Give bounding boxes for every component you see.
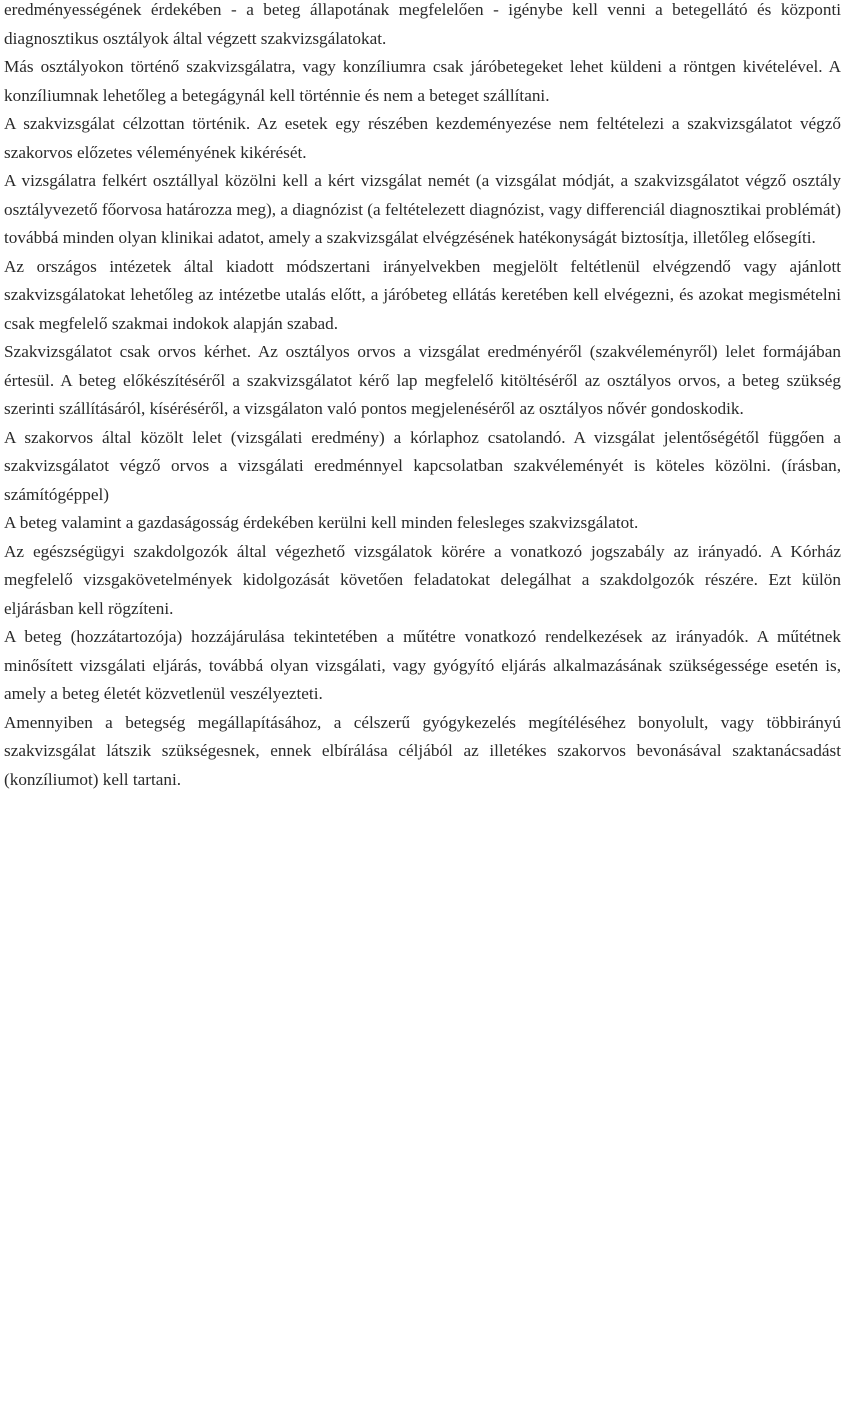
document-page	[4, 0, 841, 794]
paragraph-7: A szakorvos által közölt lelet (vizsgálati eredmény) a kórlaphoz csatolandó. A vizsgálat jelentőségétől függően a szakvizsgálatot végző orvos a vizsgálati eredménnyel kapcsolatban szakvéleményét is köteles közölni. (írásban, számítógéppel)	[4, 427, 841, 504]
paragraph-8: A beteg valamint a gazdaságosság érdekében kerülni kell minden felesleges szakvizsgálatot.	[4, 513, 639, 532]
paragraph-10: A beteg (hozzátartozója) hozzájárulása tekintetében a műtétre vonatkozó rendelkezések az irányadók. A műtétnek minősített vizsgálati eljárás, továbbá olyan vizsgálati, vagy gyógyító eljárás alkalmazásának szükségessége esetén is, amely a beteg életét közvetlenül veszélyezteti.	[4, 627, 841, 703]
paragraph-2: Más osztályokon történő szakvizsgálatra, vagy konzíliumra csak járóbetegeket lehet küldeni a röntgen kivételével. A konzíliumnak lehetőleg a betegágynál kell történnie és nem a beteget szállítani.	[4, 57, 841, 105]
paragraph-1: eredményességének érdekében - a beteg állapotának megfelelően - igénybe kell venni a betegellátó és központi diagnosztikus osztályok által végzett szakvizsgálatokat.	[4, 0, 841, 48]
paragraph-3: A szakvizsgálat célzottan történik. Az esetek egy részében kezdeményezése nem feltételezi a szakvizsgálatot végző szakorvos előzetes véleményének kikérését.	[4, 114, 841, 162]
paragraph-4: A vizsgálatra felkért osztállyal közölni kell a kért vizsgálat nemét (a vizsgálat módját, a szakvizsgálatot végző osztály osztályvezető főorvosa határozza meg), a diagnózist (a feltételezett diagnózist, vagy differenciál diagnosztikai problémát) továbbá minden olyan klinikai adatot, amely a szakvizsgálat elvégzésének hatékonyságát biztosítja, illetőleg elősegíti.	[4, 171, 841, 247]
paragraph-9: Az egészségügyi szakdolgozók által végezhető vizsgálatok körére a vonatkozó jogszabály az irányadó. A Kórház megfelelő vizsgakövetelmények kidolgozását követően feladatokat delegálhat a szakdolgozók részére. Ezt külön eljárásban kell rögzíteni.	[4, 541, 841, 618]
paragraph-11: Amennyiben a betegség megállapításához, a célszerű gyógykezelés megítéléséhez bonyolult, vagy többirányú szakvizsgálat látszik szükségesnek, ennek elbírálása céljából az illetékes szakorvos bevonásával szaktanácsadást (konzíliumot) kell tartani.	[4, 712, 841, 789]
paragraph-5: Az országos intézetek által kiadott módszertani irányelvekben megjelölt feltétlenül elvégzendő vagy ajánlott szakvizsgálatokat lehetőleg az intézetbe utalás előtt, a járóbeteg ellátás keretében kell elvégezni, és azokat megismételni csak megfelelő szakmai indokok alapján szabad.	[4, 256, 841, 333]
paragraph-6: Szakvizsgálatot csak orvos kérhet. Az osztályos orvos a vizsgálat eredményéről (szakvéleményről) lelet formájában értesül. A beteg előkészítéséről a szakvizsgálatot kérő lap megfelelő kitöltéséről az osztályos orvos, a beteg szükség szerinti szállításáról, kíséréséről, a vizsgálaton való pontos megjelenéséről az osztályos nővér gondoskodik.	[4, 342, 841, 418]
